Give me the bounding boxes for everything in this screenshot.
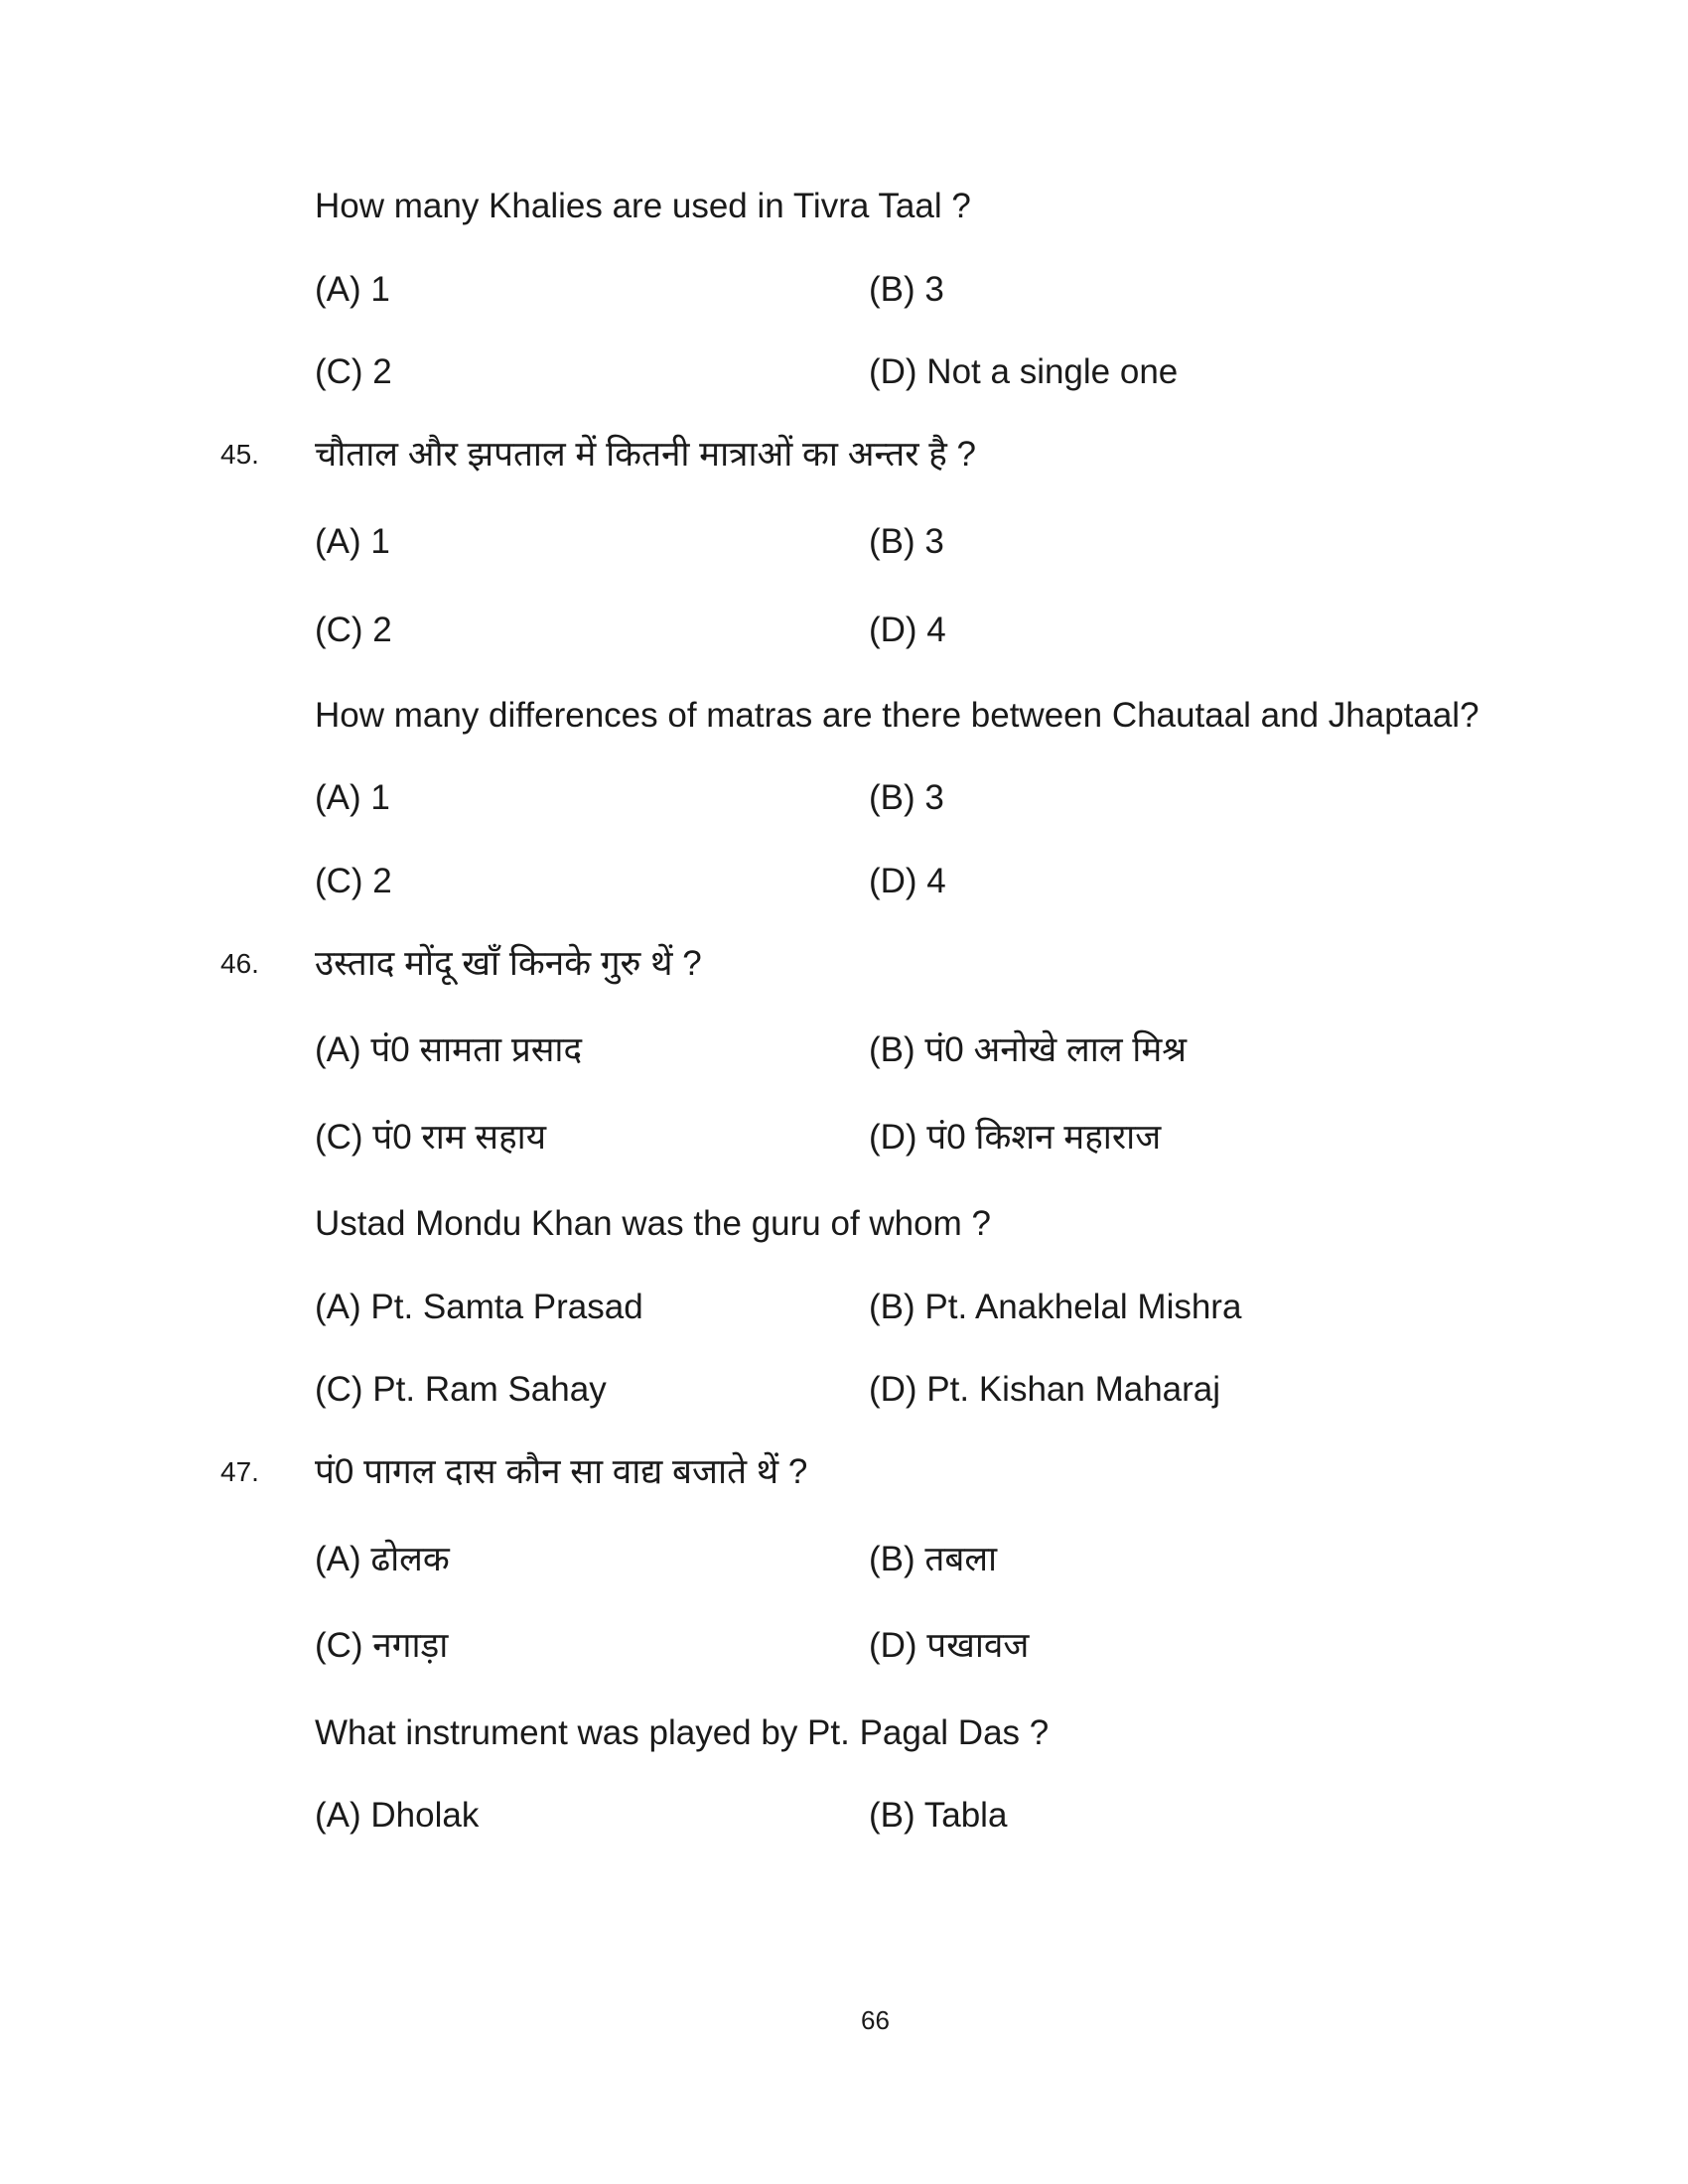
answer-option: (B) Pt. Anakhelal Mishra — [869, 1288, 1242, 1326]
answer-option: (D) Not a single one — [869, 352, 1179, 391]
question-number: 47. — [220, 1456, 259, 1487]
question-text: पं0 पागल दास कौन सा वाद्य बजाते थें ? — [315, 1452, 808, 1491]
answer-option: (A) 1 — [315, 270, 390, 309]
question-text: चौताल और झपताल में कितनी मात्राओं का अन्तर है ? — [315, 435, 977, 474]
answer-option: (C) 2 — [315, 352, 392, 391]
answer-option: (A) 1 — [315, 522, 390, 561]
question-text: How many differences of matras are there between Chautaal and Jhaptaal? — [315, 696, 1479, 735]
question-number: 45. — [220, 439, 259, 470]
answer-option: (C) पं0 राम सहाय — [315, 1118, 547, 1157]
question-text: What instrument was played by Pt. Pagal Das ? — [315, 1713, 1050, 1752]
question-text: Ustad Mondu Khan was the guru of whom ? — [315, 1204, 991, 1243]
answer-option: (D) पं0 किशन महाराज — [869, 1118, 1162, 1157]
answer-option: (C) नगाड़ा — [315, 1626, 449, 1665]
answer-option: (B) 3 — [869, 270, 944, 309]
answer-option: (A) 1 — [315, 778, 390, 817]
answer-option: (C) 2 — [315, 862, 392, 900]
answer-option: (C) Pt. Ram Sahay — [315, 1370, 607, 1409]
answer-option: (D) 4 — [869, 862, 946, 900]
answer-option: (B) 3 — [869, 778, 944, 817]
answer-option: (A) Dholak — [315, 1796, 480, 1835]
question-text: How many Khalies are used in Tivra Taal ? — [315, 187, 971, 225]
answer-option: (C) 2 — [315, 611, 392, 649]
question-text: उस्ताद मोंदू खाँ किनके गुरु थें ? — [315, 944, 702, 983]
answer-option: (A) ढोलक — [315, 1540, 450, 1578]
answer-option: (A) Pt. Samta Prasad — [315, 1288, 643, 1326]
answer-option: (B) 3 — [869, 522, 944, 561]
page-number: 66 — [861, 2005, 890, 2035]
answer-option: (B) Tabla — [869, 1796, 1008, 1835]
answer-option: (D) पखावज — [869, 1626, 1030, 1665]
answer-option: (D) 4 — [869, 611, 946, 649]
answer-option: (B) पं0 अनोखे लाल मिश्र — [869, 1030, 1188, 1069]
answer-option: (B) तबला — [869, 1540, 998, 1578]
answer-option: (A) पं0 सामता प्रसाद — [315, 1030, 583, 1069]
question-number: 46. — [220, 948, 259, 979]
answer-option: (D) Pt. Kishan Maharaj — [869, 1370, 1221, 1409]
